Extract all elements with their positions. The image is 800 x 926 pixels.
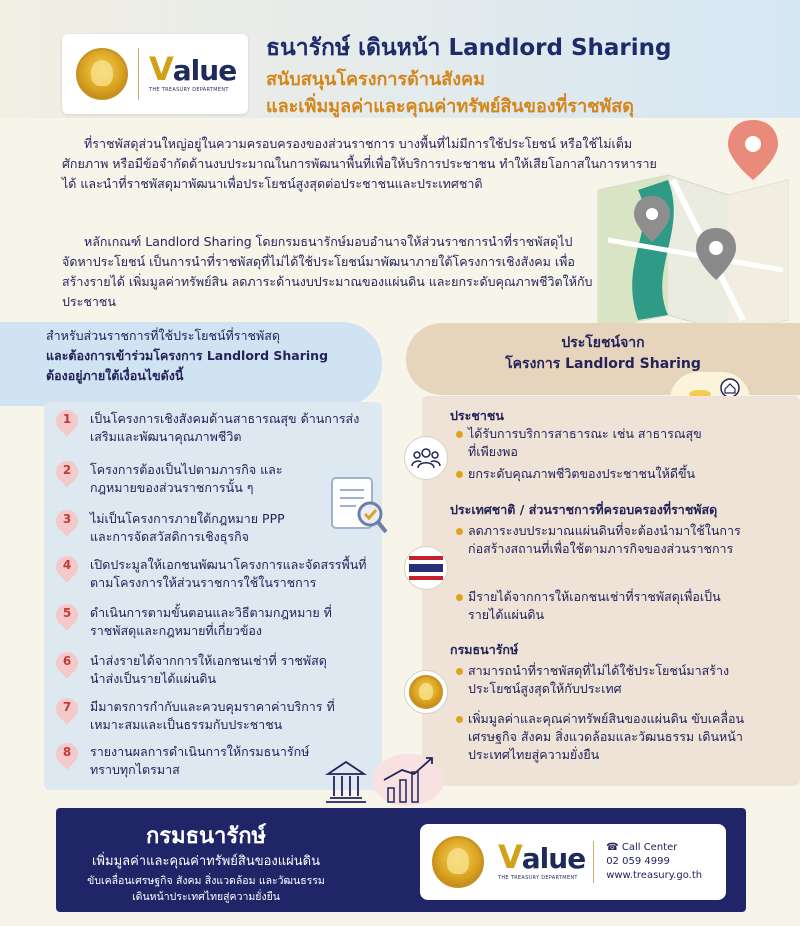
condition-item — [56, 698, 376, 734]
page-subtitle-line1: สนับสนุนโครงการด้านสังคม — [266, 69, 485, 90]
header-logo-card — [62, 34, 248, 114]
number-pin-icon: 5 — [56, 604, 78, 634]
condition-text: นำส่งรายได้จากการให้เอกชนเช่าที่ ราชพัสดุนำส่งเป็นรายได้แผ่นดิน — [90, 653, 327, 686]
benefit-item: เพิ่มมูลค่าและคุณค่าทรัพย์สินของแผ่นดิน ขับเคลื่อนเศรษฐกิจ สังคม สิ่งแวดล้อมและวัฒนธรรม เดินหน้าประเทศไทยสู่ความยั่งยืน — [456, 710, 776, 764]
condition-item — [56, 604, 376, 640]
value-logo-v: V — [149, 50, 173, 88]
call-center-label: Call Center — [621, 842, 678, 853]
treasury-seal-icon — [404, 670, 448, 714]
document-search-icon — [328, 476, 392, 538]
footer-contact-card — [420, 824, 726, 900]
benefit-item: ได้รับการบริการสาธารณะ เช่น สาธารณสุขที่เพียงพอ — [456, 425, 706, 461]
website-link[interactable]: www.treasury.go.th — [606, 870, 703, 881]
benefit-item: สามารถนำที่ราชพัสดุที่ไม่ได้ใช้ประโยชน์มาสร้างประโยชน์สูงสุดให้กับประเทศ — [456, 662, 776, 698]
benefit-group-title-treasury: กรมธนารักษ์ — [450, 642, 519, 657]
benefits-heading-line1: ประโยชน์จาก — [561, 335, 645, 351]
condition-text: มีมาตรการกำกับและควบคุมราคาค่าบริการ ที่เหมาะสมและเป็นธรรมกับประชาชน — [90, 699, 335, 732]
condition-text: เปิดประมูลให้เอกชนพัฒนาโครงการและจัดสรรพื้นที่ตามโครงการให้ส่วนราชการใช้ในราชการ — [90, 557, 367, 590]
condition-item — [56, 652, 376, 688]
condition-text: โครงการต้องเป็นไปตามภารกิจ และกฎหมายของส่วนราชการนั้น ๆ — [90, 462, 283, 495]
benefit-item: ลดภาระงบประมาณแผ่นดินที่จะต้องนำมาใช้ในการก่อสร้างสถานที่เพื่อใช้ตามภารกิจของส่วนราชการ — [456, 522, 776, 558]
benefit-group-title-nation: ประเทศชาติ / ส่วนราชการที่ครอบครองที่ราชพัสดุ — [450, 502, 718, 517]
condition-item — [56, 410, 376, 446]
page-subtitle-line2: และเพิ่มมูลค่าและคุณค่าทรัพย์สินของที่ราชพัสดุ — [266, 96, 634, 117]
thai-flag-icon — [404, 546, 448, 590]
footer-slogan-3: เดินหน้าประเทศไทยสู่ความยั่งยืน — [132, 891, 280, 903]
treasury-seal-icon — [432, 836, 484, 888]
value-logo-subtitle: THE TREASURY DEPARTMENT — [149, 87, 229, 93]
treasury-seal-icon — [76, 48, 128, 100]
conditions-heading-line2: และต้องการเข้าร่วมโครงการ Landlord Sharing — [46, 348, 329, 363]
location-pin-icon — [728, 120, 778, 180]
conditions-heading-line3: ต้องอยู่ภายใต้เงื่อนไขดังนี้ — [46, 368, 184, 383]
conditions-heading — [0, 322, 382, 406]
number-pin-icon: 7 — [56, 698, 78, 728]
benefit-item: ยกระดับคุณภาพชีวิตของประชาชนให้ดีขึ้น — [456, 465, 776, 483]
conditions-heading-line1: สำหรับส่วนราชการที่ใช้ประโยชน์ที่ราชพัสดุ — [46, 328, 280, 343]
phone-number: 02 059 4999 — [606, 856, 670, 867]
people-group-icon — [404, 436, 448, 480]
contact-info — [593, 841, 702, 883]
number-pin-icon: 8 — [56, 743, 78, 773]
intro-paragraph-2: หลักเกณฑ์ Landlord Sharing โดยกรมธนารักษ์มอบอำนาจให้ส่วนราชการนำที่ราชพัสดุไปจัดหาประโยชน์ เป็นการนำที่ราชพัสดุที่ไม่ได้ใช้ประโยชน์มาพัฒนาภายใต้โครงการเชิงสังคม เพื่อสร้างรายได้ เพิ่มมูลค่าทรัพย์สิน ลดภาระด้านงบประมาณของแผ่นดิน และยกระดับคุณภาพชีวิตให้กับประชาชน — [62, 234, 593, 309]
page-title: ธนารักษ์ เดินหน้า Landlord Sharing — [266, 35, 672, 61]
footer-slogan-1: เพิ่มมูลค่าและคุณค่าทรัพย์สินของแผ่นดิน — [91, 854, 320, 869]
benefit-item: มีรายได้จากการให้เอกชนเช่าที่ราชพัสดุเพื่อเป็นรายได้แผ่นดิน — [456, 588, 726, 624]
number-pin-icon: 6 — [56, 652, 78, 682]
phone-icon: ☎ — [606, 842, 619, 853]
condition-item — [56, 556, 376, 592]
condition-text: ไม่เป็นโครงการภายใต้กฎหมาย PPP และการจัดสวัสดิการเชิงธุรกิจ — [90, 511, 285, 544]
condition-text: รายงานผลการดำเนินการให้กรมธนารักษ์ ทราบทุกไตรมาส — [90, 744, 310, 777]
footer-dept-name: กรมธนารักษ์ — [145, 824, 267, 849]
logo-divider — [138, 48, 139, 100]
number-pin-icon: 1 — [56, 410, 78, 440]
benefit-group-title-people: ประชาชน — [450, 408, 504, 423]
value-logo — [149, 50, 237, 93]
value-logo-word: alue — [172, 54, 237, 87]
footer-slogan-2: ขับเคลื่อนเศรษฐกิจ สังคม สิ่งแวดล้อม และวัฒนธรรม — [87, 875, 325, 887]
number-pin-icon: 4 — [56, 556, 78, 586]
condition-text: ดำเนินการตามขั้นตอนและวิธีตามกฎหมาย ที่ราชพัสดุและกฎหมายที่เกี่ยวข้อง — [90, 605, 332, 638]
number-pin-icon: 2 — [56, 461, 78, 491]
building-growth-icon — [318, 752, 444, 808]
value-logo: Value THE TREASURY DEPARTMENT — [498, 838, 586, 881]
condition-text: เป็นโครงการเชิงสังคมด้านสาธารณสุข ด้านการส่งเสริมและพัฒนาคุณภาพชีวิต — [90, 411, 360, 444]
benefits-heading-line2: โครงการ Landlord Sharing — [505, 356, 701, 372]
intro-paragraph-1: ที่ราชพัสดุส่วนใหญ่อยู่ในความครอบครองของส่วนราชการ บางพื้นที่ไม่มีการใช้ประโยชน์ หรือใช้ไม่เต็มศักยภาพ หรือมีข้อจำกัดด้านงบประมาณในการพัฒนาพื้นที่เพื่อให้บริการประชาชน ทำให้เสียโอกาสในการหารายได้ และนำที่ราชพัสดุมาพัฒนาเพื่อประโยชน์สูงสุดต่อประชาชนและประเทศชาติ — [62, 136, 657, 191]
number-pin-icon: 3 — [56, 510, 78, 540]
